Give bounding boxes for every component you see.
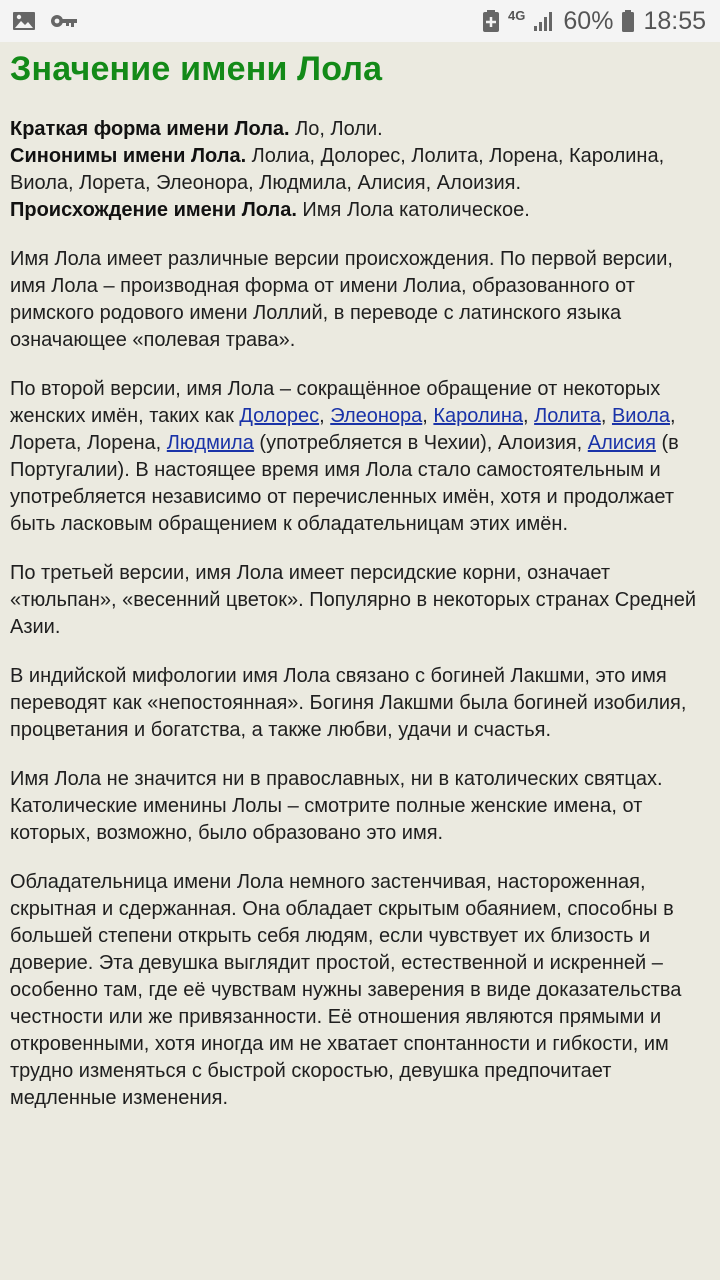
key-icon xyxy=(50,13,78,29)
text-span: По второй версии, имя Лола – сокращённое обращение от некоторых женских имён, таких как xyxy=(10,378,661,427)
link-lolita[interactable]: Лолита xyxy=(534,405,601,427)
battery-percent: 60% xyxy=(563,6,614,35)
synonyms-value: Лолиа, Долорес, Лолита, Лорена, Каролина, Виола, Лорета, Элеонора, Людмила, Алисия, Алоизия. xyxy=(10,145,665,194)
origin-value: Имя Лола католическое. xyxy=(296,199,530,221)
origin-label: Происхождение имени Лола. xyxy=(10,199,297,221)
synonyms-label: Синонимы имени Лола. xyxy=(10,145,247,167)
link-lyudmila[interactable]: Людмила xyxy=(166,432,254,454)
text-span: (в Португалии). В настоящее время имя Лола стало самостоятельным и употребляется независимо от перечисленных имён, хотя и продолжает быть ласковым обращением к обладательницам этих имён. xyxy=(10,432,679,535)
link-karolina[interactable]: Каролина xyxy=(433,405,523,427)
text-span: , xyxy=(319,405,331,427)
signal-icon xyxy=(533,10,555,32)
text-span: , xyxy=(523,405,535,427)
text-span: , Лорета, Лорена, xyxy=(10,405,676,454)
battery-icon xyxy=(621,9,635,33)
image-icon xyxy=(12,11,36,31)
link-alisiya[interactable]: Алисия xyxy=(587,432,656,454)
short-form-value: Ло, Лоли. xyxy=(289,118,383,140)
paragraph-4: В индийской мифологии имя Лола связано с богиней Лакшми, это имя переводят как «непостоянная». Богиня Лакшми была богиней изобилия, процветания и богатства, а также любви, удачи и счастья. xyxy=(10,665,687,741)
page-title: Значение имени Лола xyxy=(10,50,383,88)
paragraph-3: По третьей версии, имя Лола имеет персидские корни, означает «тюльпан», «весенний цветок». Популярно в некоторых странах Средней Азии. xyxy=(10,562,697,638)
text-span: , xyxy=(600,405,612,427)
article xyxy=(10,46,712,1112)
status-bar xyxy=(0,0,720,42)
short-form-label: Краткая форма имени Лола. xyxy=(10,118,290,140)
paragraph-5: Имя Лола не значится ни в православных, ни в католических святцах. Католические именины Лолы – смотрите полные женские имена, от которых, возможно, было образовано это имя. xyxy=(10,768,663,844)
paragraph-2 xyxy=(10,376,712,538)
link-viola[interactable]: Виола xyxy=(611,405,670,427)
link-dolores[interactable]: Долорес xyxy=(239,405,320,427)
text-span: (употребляется в Чехии), Алоизия, xyxy=(253,432,588,454)
text-span: , xyxy=(422,405,434,427)
battery-saver-icon xyxy=(482,9,500,33)
paragraph-1: Имя Лола имеет различные версии происхождения. По первой версии, имя Лола – производная форма от имени Лолиа, образованного от римского родового имени Лоллий, в переводе с латинского языка означающее «полевая трава». xyxy=(10,248,673,351)
network-type: 4G xyxy=(508,7,526,23)
paragraph-6: Обладательница имени Лола немного застенчивая, настороженная, скрытная и сдержанная. Она обладает скрытым обаянием, способны в большей степени открыть себя людям, если чувствует их близость и доверие. Эта девушка выглядит простой, естественной и искренней – особенно там, где её чувствам нужны заверения в виде доказательства честности или же привязанности. Её отношения являются прямыми и откровенными, хотя иногда им не хватает спонтанности и гибкости, им трудно изменяться с быстрой скоростью, девушка предпочитает медленные изменения. xyxy=(10,871,682,1109)
link-eleonora[interactable]: Элеонора xyxy=(330,405,423,427)
name-info xyxy=(10,116,712,224)
clock: 18:55 xyxy=(643,6,706,35)
